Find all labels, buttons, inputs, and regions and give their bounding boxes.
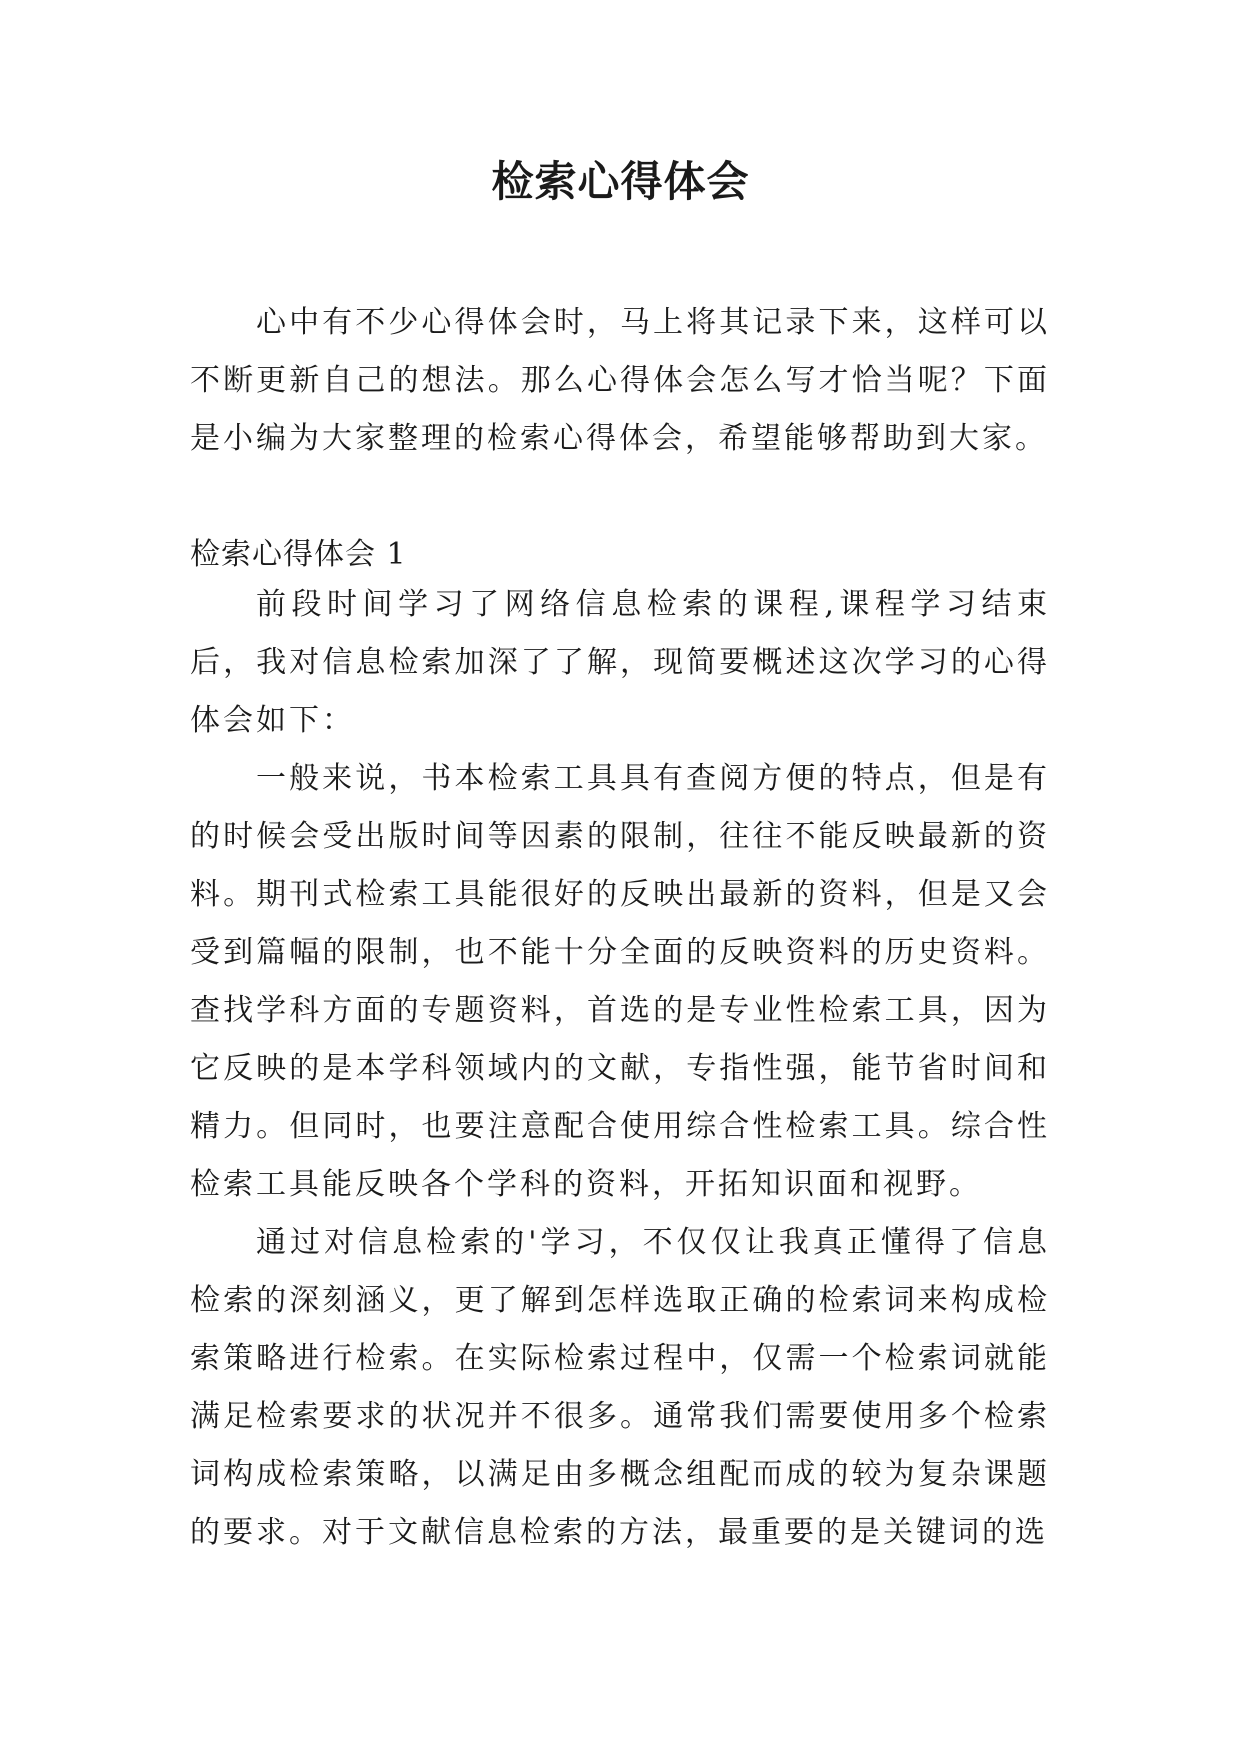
body-paragraph: 前段时间学习了网络信息检索的课程,课程学习结束后，我对信息检索加深了了解，现简要概述这次学习的心得体会如下：	[190, 587, 1050, 738]
intro-paragraph: 心中有不少心得体会时，马上将其记录下来，这样可以不断更新自己的想法。那么心得体会怎么写才恰当呢？下面是小编为大家整理的检索心得体会，希望能够帮助到大家。	[190, 305, 1050, 456]
section-heading: 检索心得体会 1	[190, 537, 407, 572]
body-paragraph: 一般来说，书本检索工具具有查阅方便的特点，但是有的时候会受出版时间等因素的限制，往往不能反映最新的资料。期刊式检索工具能很好的反映出最新的资料，但是又会受到篇幅的限制，也不能十分全面的反映资料的历史资料。查找学科方面的专题资料，首选的是专业性检索工具，因为它反映的是本学科领域内的文献，专指性强，能节省时间和精力。但同时，也要注意配合使用综合性检索工具。综合性检索工具能反映各个学科的资料，开拓知识面和视野。	[190, 761, 1050, 1202]
document-title: 检索心得体会	[491, 157, 750, 206]
body-paragraph: 通过对信息检索的'学习，不仅仅让我真正懂得了信息检索的深刻涵义，更了解到怎样选取正确的检索词来构成检索策略进行检索。在实际检索过程中，仅需一个检索词就能满足检索要求的状况并不很多。通常我们需要使用多个检索词构成检索策略，以满足由多概念组配而成的较为复杂课题的要求。对于文献信息检索的方法，最重要的是关键词的选	[190, 1225, 1050, 1550]
